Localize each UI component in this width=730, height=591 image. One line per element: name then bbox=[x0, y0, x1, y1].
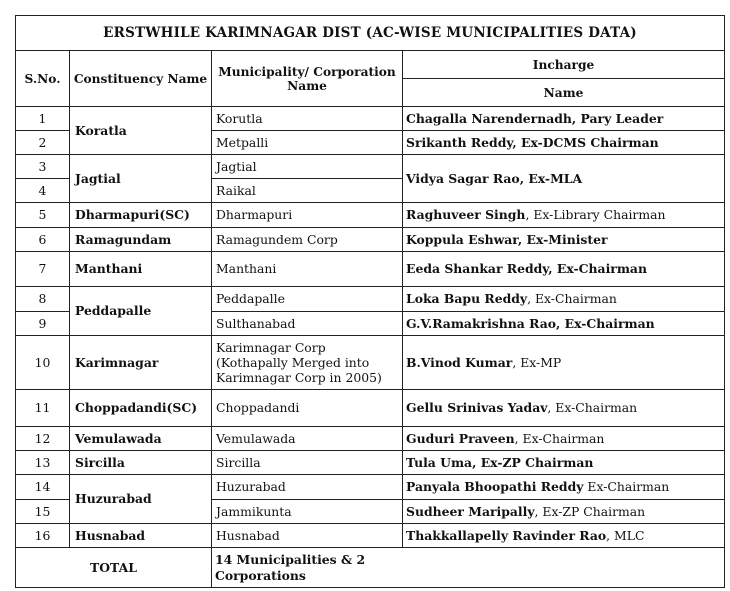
constituency-cell: Koratla bbox=[70, 107, 212, 155]
municipality-cell: Jagtial bbox=[212, 155, 403, 179]
municipality-cell: Karimnagar Corp (Kothapally Merged into Karimnagar Corp in 2005) bbox=[212, 336, 403, 390]
municipality-cell: Huzurabad bbox=[212, 475, 403, 500]
sno-cell: 9 bbox=[16, 312, 70, 336]
table-title: ERSTWHILE KARIMNAGAR DIST (AC-WISE MUNICIPALITIES DATA) bbox=[16, 16, 725, 51]
incharge-role: , Ex-Chairman bbox=[514, 430, 605, 446]
incharge-name: Loka Bapu Reddy bbox=[406, 291, 528, 306]
header-incharge: Incharge bbox=[403, 51, 725, 79]
constituency-cell: Manthani bbox=[70, 252, 212, 287]
municipality-cell: Korutla bbox=[212, 107, 403, 131]
incharge-name: Koppula Eshwar, Ex-Minister bbox=[406, 231, 608, 247]
table-row bbox=[16, 107, 725, 131]
sno-cell: 10 bbox=[16, 336, 70, 390]
total-value-text: 14 Municipalities & 2 Corporations bbox=[215, 551, 366, 583]
municipality-cell: Manthani bbox=[212, 252, 403, 287]
table-row bbox=[16, 524, 725, 548]
header-municipality: Municipality/ Corporation Name bbox=[212, 51, 403, 107]
header-constituency: Constituency Name bbox=[70, 51, 212, 107]
title-row bbox=[16, 16, 725, 51]
municipality-cell: Dharmapuri bbox=[212, 203, 403, 228]
municipalities-table bbox=[15, 15, 725, 588]
municipality-cell: Jammikunta bbox=[212, 500, 403, 524]
incharge-name: Tula Uma, Ex-ZP Chairman bbox=[406, 454, 594, 470]
constituency-cell: Choppadandi(SC) bbox=[70, 390, 212, 427]
table-row bbox=[16, 228, 725, 252]
sno-cell: 3 bbox=[16, 155, 70, 179]
incharge-role: , Ex-MP bbox=[512, 354, 562, 370]
municipality-cell: Ramagundem Corp bbox=[212, 228, 403, 252]
table-row bbox=[16, 252, 725, 287]
constituency-cell: Ramagundam bbox=[70, 228, 212, 252]
incharge-cell bbox=[403, 451, 725, 475]
constituency-cell: Vemulawada bbox=[70, 427, 212, 451]
incharge-role: Ex-Chairman bbox=[583, 479, 670, 494]
incharge-name: Sudheer Maripally bbox=[406, 503, 535, 519]
municipality-cell: Sulthanabad bbox=[212, 312, 403, 336]
constituency-cell: Sircilla bbox=[70, 451, 212, 475]
sno-cell: 4 bbox=[16, 179, 70, 203]
sno-cell: 11 bbox=[16, 390, 70, 427]
sno-cell: 1 bbox=[16, 107, 70, 131]
sno-cell: 15 bbox=[16, 500, 70, 524]
constituency-cell: Dharmapuri(SC) bbox=[70, 203, 212, 228]
incharge-name: Gellu Srinivas Yadav bbox=[406, 400, 548, 415]
incharge-cell bbox=[403, 131, 725, 155]
sno-cell: 7 bbox=[16, 252, 70, 287]
sno-cell: 5 bbox=[16, 203, 70, 228]
total-value bbox=[212, 548, 725, 588]
incharge-cell bbox=[403, 252, 725, 287]
sno-cell: 12 bbox=[16, 427, 70, 451]
incharge-cell bbox=[403, 228, 725, 252]
constituency-cell: Jagtial bbox=[70, 155, 212, 203]
constituency-cell: Karimnagar bbox=[70, 336, 212, 390]
incharge-name: Guduri Praveen bbox=[406, 430, 515, 446]
incharge-name: G.V.Ramakrishna Rao, Ex-Chairman bbox=[406, 315, 655, 331]
table-row bbox=[16, 336, 725, 390]
sno-cell: 2 bbox=[16, 131, 70, 155]
table-row bbox=[16, 287, 725, 312]
incharge-name: Panyala Bhoopathi Reddy bbox=[406, 479, 584, 494]
incharge-cell bbox=[403, 475, 725, 500]
incharge-role: , Ex-Chairman bbox=[547, 400, 638, 415]
table-row bbox=[16, 155, 725, 179]
incharge-name: Thakkallapelly Ravinder Rao bbox=[406, 527, 607, 543]
incharge-cell bbox=[403, 155, 725, 203]
total-row bbox=[16, 548, 725, 588]
incharge-cell bbox=[403, 312, 725, 336]
municipality-cell: Husnabad bbox=[212, 524, 403, 548]
sno-cell: 16 bbox=[16, 524, 70, 548]
incharge-name: Eeda Shankar Reddy, Ex-Chairman bbox=[406, 261, 647, 276]
sno-cell: 8 bbox=[16, 287, 70, 312]
incharge-cell bbox=[403, 427, 725, 451]
municipality-cell: Metpalli bbox=[212, 131, 403, 155]
incharge-role: , Ex-ZP Chairman bbox=[534, 503, 646, 519]
incharge-name: Chagalla Narendernadh, Pary Leader bbox=[406, 110, 664, 126]
incharge-role: , Ex-Library Chairman bbox=[525, 207, 666, 222]
incharge-cell bbox=[403, 500, 725, 524]
municipality-cell: Peddapalle bbox=[212, 287, 403, 312]
municipality-cell: Raikal bbox=[212, 179, 403, 203]
incharge-cell bbox=[403, 287, 725, 312]
incharge-cell bbox=[403, 107, 725, 131]
municipality-cell: Sircilla bbox=[212, 451, 403, 475]
municipality-cell: Vemulawada bbox=[212, 427, 403, 451]
constituency-cell: Husnabad bbox=[70, 524, 212, 548]
incharge-cell bbox=[403, 336, 725, 390]
incharge-role: , MLC bbox=[606, 527, 645, 543]
constituency-cell: Peddapalle bbox=[70, 287, 212, 336]
incharge-cell bbox=[403, 203, 725, 228]
header-row bbox=[16, 51, 725, 79]
constituency-cell: Huzurabad bbox=[70, 475, 212, 524]
total-label: TOTAL bbox=[16, 548, 212, 588]
sno-cell: 13 bbox=[16, 451, 70, 475]
header-sno: S.No. bbox=[16, 51, 70, 107]
incharge-name: B.Vinod Kumar bbox=[406, 354, 513, 370]
sno-cell: 6 bbox=[16, 228, 70, 252]
incharge-role: , Ex-Chairman bbox=[527, 291, 617, 306]
incharge-cell bbox=[403, 390, 725, 427]
municipality-cell: Choppadandi bbox=[212, 390, 403, 427]
table-row bbox=[16, 390, 725, 427]
incharge-cell bbox=[403, 524, 725, 548]
sno-cell: 14 bbox=[16, 475, 70, 500]
incharge-name: Raghuveer Singh bbox=[406, 207, 526, 222]
incharge-name: Srikanth Reddy, Ex-DCMS Chairman bbox=[406, 134, 659, 150]
table-row bbox=[16, 203, 725, 228]
table-row bbox=[16, 451, 725, 475]
header-name: Name bbox=[403, 79, 725, 107]
incharge-name: Vidya Sagar Rao, Ex-MLA bbox=[406, 170, 583, 186]
table-row bbox=[16, 427, 725, 451]
table-row bbox=[16, 475, 725, 500]
